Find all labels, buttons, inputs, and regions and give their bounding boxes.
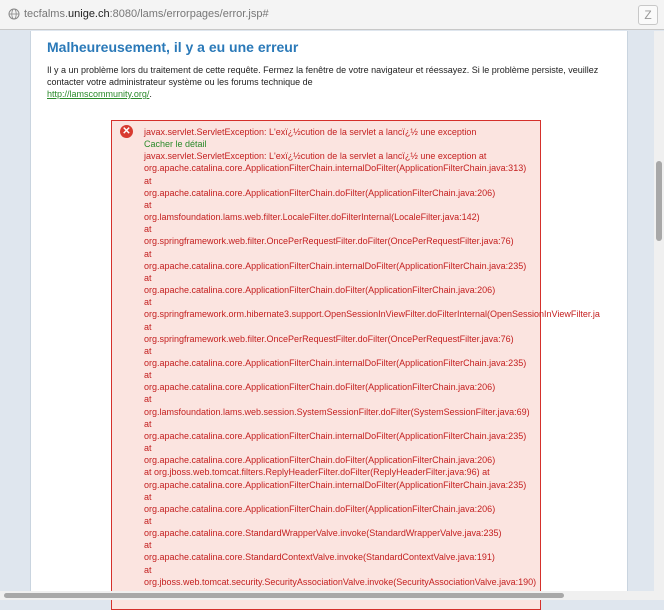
url-text[interactable] [24,8,269,20]
intro-end: . [149,89,152,99]
community-link[interactable]: http://lamscommunity.org/ [47,89,150,99]
error-icon: ✕ [120,125,133,138]
stack-trace-line: at [144,370,152,381]
stack-trace-line: org.apache.catalina.core.ApplicationFilterChain.doFilter(ApplicationFilterChain.java:206) [144,285,496,296]
stack-trace-line: org.apache.catalina.core.ApplicationFilterChain.internalDoFilter(ApplicationFilterChain.java:235) [144,430,527,441]
page-title: Malheureusement, il y a eu une erreur [47,39,299,55]
intro-text: Il y a un problème lors du traitement de cette requête. Fermez la fenêtre de votre navigateur et réessayez. Si le problème persiste, veuillez contacter votre administrateur système ou les forums technique de [47,65,599,87]
stack-trace-line: at [144,297,152,308]
stack-trace-line: at [144,199,152,210]
vertical-scroll-thumb[interactable] [656,161,662,241]
error-box [111,120,600,610]
stack-trace-line: at org.jboss.web.tomcat.filters.ReplyHeaderFilter.doFilter(ReplyHeaderFilter.java:96) at [144,467,490,478]
stack-trace-line: at [144,540,152,551]
horizontal-scrollbar[interactable] [0,591,664,600]
stack-trace-line: org.apache.catalina.core.ApplicationFilterChain.doFilter(ApplicationFilterChain.java:206) [144,382,496,393]
stack-trace [144,150,600,600]
stack-trace-line: org.apache.catalina.core.ApplicationFilterChain.doFilter(ApplicationFilterChain.java:206) [144,503,496,514]
stack-trace-line: org.apache.catalina.core.ApplicationFilterChain.doFilter(ApplicationFilterChain.java:206) [144,455,496,466]
globe-icon [8,8,20,20]
stack-trace-line: org.apache.catalina.core.ApplicationFilterChain.internalDoFilter(ApplicationFilterChain.java:235) [144,357,527,368]
stack-trace-line: org.lamsfoundation.lams.web.filter.LocaleFilter.doFilterInternal(LocaleFilter.java:142) [144,212,480,223]
stack-trace-line: org.apache.catalina.core.StandardContextValve.invoke(StandardContextValve.java:191) [144,552,495,563]
stack-trace-line: at [144,418,152,429]
url-host-prefix: tecfalms. [24,8,69,20]
url-path: :8080/lams/errorpages/error.jsp# [109,8,269,20]
stack-trace-line: at [144,564,152,575]
stack-trace-line: at [144,321,152,332]
stack-trace-line: org.apache.catalina.core.ApplicationFilterChain.doFilter(ApplicationFilterChain.java:206) [144,187,496,198]
stack-trace-line: at [144,345,152,356]
stack-trace-line: org.springframework.web.filter.OncePerRequestFilter.doFilter(OncePerRequestFilter.java:76) [144,333,514,344]
extension-icon[interactable]: Z [638,5,658,25]
stack-trace-line: at [144,175,152,186]
stack-trace-line: org.springframework.orm.hibernate3.support.OpenSessionInViewFilter.doFilterInternal(OpenSessionInViewFilter.ja [144,309,600,320]
vertical-scrollbar[interactable] [654,31,664,591]
stack-trace-line: at [144,248,152,259]
stack-trace-line: org.apache.catalina.core.ApplicationFilterChain.internalDoFilter(ApplicationFilterChain.java:235) [144,479,527,490]
intro-paragraph [47,64,607,100]
error-headline: javax.servlet.ServletException: L'exï¿½cution de la servlet a lancï¿½ une exception [144,127,477,137]
stack-trace-line: at [144,516,152,526]
stack-trace-line: org.jboss.web.tomcat.security.SecurityAssociationValve.invoke(SecurityAssociationValve.java:190) [144,576,537,587]
stack-trace-line: at [144,491,152,502]
stack-trace-line: javax.servlet.ServletException: L'exï¿½cution de la servlet a lancï¿½ une exception at [144,151,487,162]
stack-trace-line: org.springframework.web.filter.OncePerRequestFilter.doFilter(OncePerRequestFilter.java:76) [144,236,514,247]
stack-trace-line: org.apache.catalina.core.ApplicationFilterChain.internalDoFilter(ApplicationFilterChain.java:235) [144,260,527,271]
stack-trace-line: org.apache.catalina.core.StandardWrapperValve.invoke(StandardWrapperValve.java:235) [144,528,502,539]
stack-trace-line: org.lamsfoundation.lams.web.session.SystemSessionFilter.doFilter(SystemSessionFilter.java:69) [144,406,530,417]
page-content [30,31,628,591]
stack-trace-line: org.apache.catalina.core.ApplicationFilterChain.internalDoFilter(ApplicationFilterChain.java:313) [144,163,527,174]
error-details [144,126,600,600]
hide-details-link[interactable]: Cacher le détail [144,139,207,150]
stack-trace-line: at [144,394,152,405]
stack-trace-line: at [144,272,152,283]
address-bar[interactable] [0,0,664,30]
stack-trace-line: at [144,443,152,454]
horizontal-scroll-thumb[interactable] [4,593,564,598]
stack-trace-line: at [144,224,152,235]
url-host: unige.ch [68,8,110,20]
